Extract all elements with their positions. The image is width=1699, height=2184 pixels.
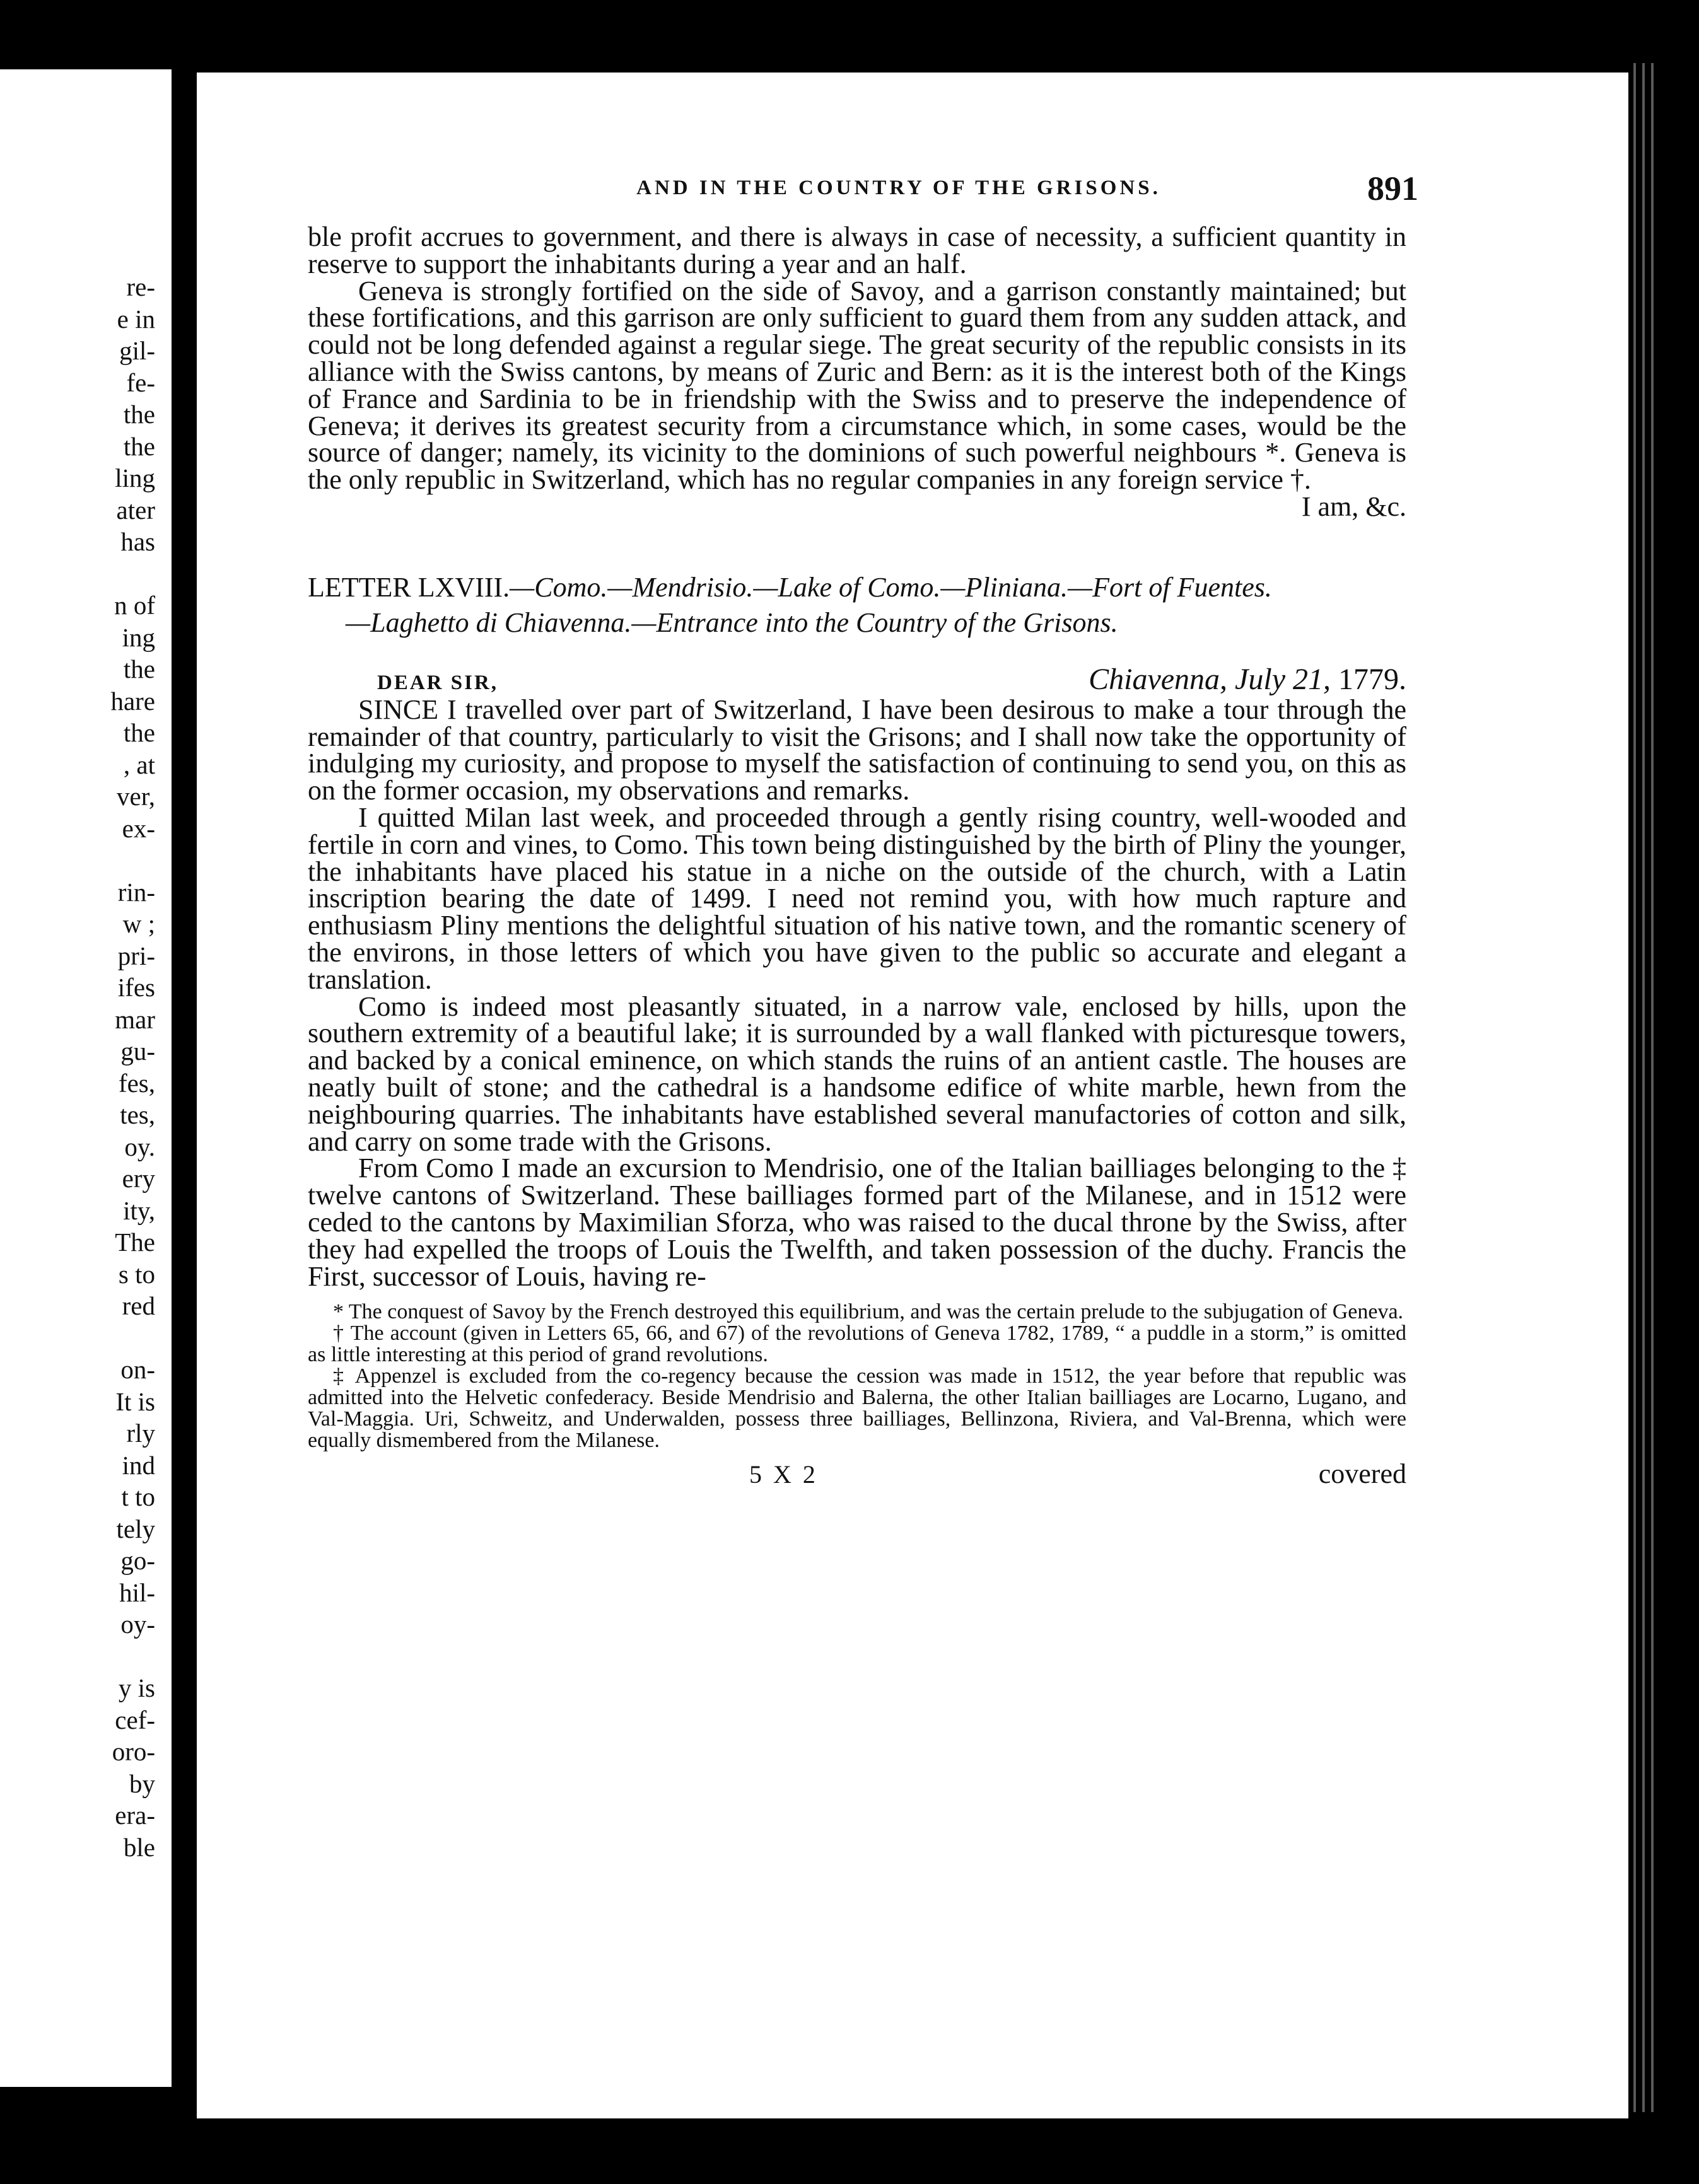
margin-fragment: oro- (112, 1737, 155, 1766)
margin-fragment: The (115, 1228, 155, 1257)
signature-mark: 5 X 2 (749, 1460, 818, 1489)
margin-fragment: ity, (123, 1195, 155, 1225)
place-date: Chiavenna, July 21, (1089, 662, 1331, 696)
margin-fragment: the (123, 431, 155, 461)
paragraph: Geneva is strongly fortified on the side of Savoy, and a garrison constantly maintained; but these fortifications, and this garrison are only sufficient to guard them from any sudden attack, and could not be long defended against a regular siege. The great security of the republic consists in its alliance with the Swiss cantons, by means of Zuric and Bern: as it is the interest both of the Kings of France and Sardinia to be in friendship with the Swiss and to preserve the independence of Geneva; it derives its greatest security from a circumstance which, in some cases, would be the source of danger; namely, its vicinity to the dominions of such powerful neighbours *. Geneva is the only republic in Switzerland, which has no regular companies in any foreign service †. (308, 275, 1406, 496)
closing: I am, &c. (1301, 491, 1406, 522)
margin-fragment: ble (123, 1832, 155, 1862)
margin-fragment: ver, (117, 782, 155, 811)
margin-fragment: ind (122, 1450, 155, 1480)
footnotes (308, 1301, 1406, 1451)
running-head: AND IN THE COUNTRY OF THE GRISONS. (636, 177, 1161, 199)
margin-fragment: ling (115, 463, 155, 492)
closing-line (308, 491, 1406, 522)
margin-fragment: tes, (120, 1100, 155, 1129)
letter-heading (308, 570, 1406, 605)
margin-fragment: ifes (117, 973, 155, 1002)
margin-fragment: rly (126, 1419, 155, 1448)
margin-fragment: mar (115, 1004, 155, 1034)
letter-subjects-continued: —Laghetto di Chiavenna.—Entrance into the Country of the Grisons. (346, 607, 1118, 638)
margin-fragment: has (120, 527, 155, 556)
letter-number: LETTER LXVIII. (308, 571, 510, 603)
margin-fragment: w ; (122, 909, 155, 938)
footnote: ‡ Appenzel is excluded from the co-regency because the cession was made in 1512, the year before that republic was admitted into the Helvetic confederacy. Beside Mendrisio and Balerna, the other Italian bailliages are Locarno, Lugano, and Val-Maggia. Uri, Schweitz, and Underwalden, possess three bailliages, Bellinzona, Riviera, and Val-Brenna, which were equally dismembered from the Milanese. (308, 1364, 1406, 1453)
page-foot (308, 1458, 1406, 1490)
margin-fragment: fes, (118, 1068, 155, 1098)
margin-fragment: the (123, 400, 155, 429)
salutation: DEAR SIR, (377, 671, 499, 694)
facing-page-fragment (0, 69, 175, 2087)
margin-fragment: fe- (126, 368, 155, 397)
margin-fragment: It is (115, 1386, 155, 1416)
page-gutter (172, 0, 197, 2184)
page-number: 891 (1367, 170, 1418, 207)
margin-fragment: on- (120, 1355, 155, 1384)
margin-fragment: y is (118, 1673, 155, 1702)
margin-fragment: red (122, 1291, 155, 1320)
margin-fragment: ery (122, 1164, 155, 1193)
margin-fragment: cef- (115, 1705, 155, 1734)
margin-fragment: s to (118, 1259, 155, 1289)
margin-fragment: go- (120, 1546, 155, 1575)
footnote: † The account (given in Letters 65, 66, and 67) of the revolutions of Geneva 1782, 1789, “ a puddle in a storm,” is omitted as little interesting at this period of grand revolutions. (308, 1321, 1406, 1367)
page-body (308, 221, 1406, 1490)
margin-fragment: e in (117, 304, 155, 334)
margin-fragment: gil- (119, 336, 155, 365)
margin-fragment: era- (115, 1801, 155, 1830)
dateline (1089, 662, 1406, 697)
margin-fragment: re- (126, 272, 155, 301)
letter-subjects: —Como.—Mendrisio.—Lake of Como.—Pliniana.—Fort of Fuentes. (510, 571, 1272, 603)
margin-fragment: rin- (117, 877, 155, 907)
year: 1779. (1338, 662, 1406, 696)
margin-fragment: , at (123, 750, 155, 779)
margin-fragment: the (123, 718, 155, 747)
margin-fragment: gu- (120, 1037, 155, 1066)
paragraph: ble profit accrues to government, and there is always in case of necessity, a sufficient quantity in reserve to support the inhabitants during a year and an half. (308, 221, 1406, 279)
paragraph: From Como I made an excursion to Mendrisio, one of the Italian bailliages belonging to the ‡ twelve cantons of Switzerland. These bailliages formed part of the Milanese, and in 1512 were ceded to the cantons by Maximilian Sforza, who was raised to the ducal throne by the Swiss, after they had expelled the troops of Louis the Twelfth, and taken possession of the duchy. Francis the First, successor of Louis, having re- (308, 1153, 1406, 1292)
paragraph: SINCE I travelled over part of Switzerland, I have been desirous to make a tour through the remainder of that country, particularly to visit the Grisons; and I shall now take the opportunity of indulging my curiosity, and propose to myself the satisfaction of continuing to send you, on this as on the former occasion, my observations and remarks. (308, 694, 1406, 806)
margin-fragment: the (123, 654, 155, 683)
salutation-row (308, 662, 1406, 697)
margin-fragment: oy- (120, 1610, 155, 1639)
margin-fragment: hare (110, 686, 155, 716)
margin-fragment: oy. (124, 1132, 155, 1161)
margin-fragment: ing (122, 622, 155, 652)
catchword: covered (1318, 1458, 1406, 1490)
margin-fragment: n of (114, 591, 155, 620)
margin-fragment: by (129, 1769, 155, 1798)
paragraph: Como is indeed most pleasantly situated, in a narrow vale, enclosed by hills, upon the southern extremity of a beautiful lake; it is surrounded by a wall flanked with picturesque towers, and backed by a conical eminence, on which stands the ruins of an antient castle. The houses are neatly built of stone; and the cathedral is a handsome edifice of white marble, hewn from the neighbouring quarries. The inhabitants have established several manufactories of cotton and silk, and carry on some trade with the Grisons. (308, 990, 1406, 1157)
footnote: * The conquest of Savoy by the French destroyed this equilibrium, and was the certain prelude to the subjugation of Geneva. (333, 1300, 1404, 1324)
margin-fragment: pri- (117, 941, 155, 970)
paragraph: I quitted Milan last week, and proceeded through a gently rising country, well-wooded and fertile in corn and vines, to Como. This town being distinguished by the birth of Pliny the younger, the inhabitants have placed his statue in a niche on the outside of the church, with a Latin inscription bearing the date of 1499. I need not remind you, with how much rapture and enthusiasm Pliny mentions the delightful situation of his native town, and the romantic scenery of the environs, in those letters of which you have given to the public so accurate and elegant a translation. (308, 801, 1406, 995)
margin-fragment: t to (121, 1482, 155, 1511)
margin-fragment: hil- (119, 1577, 155, 1607)
margin-fragment: ater (116, 495, 155, 525)
margin-fragment: tely (116, 1514, 155, 1543)
margin-fragment: ex- (122, 813, 155, 843)
page-edge (1628, 0, 1699, 2184)
